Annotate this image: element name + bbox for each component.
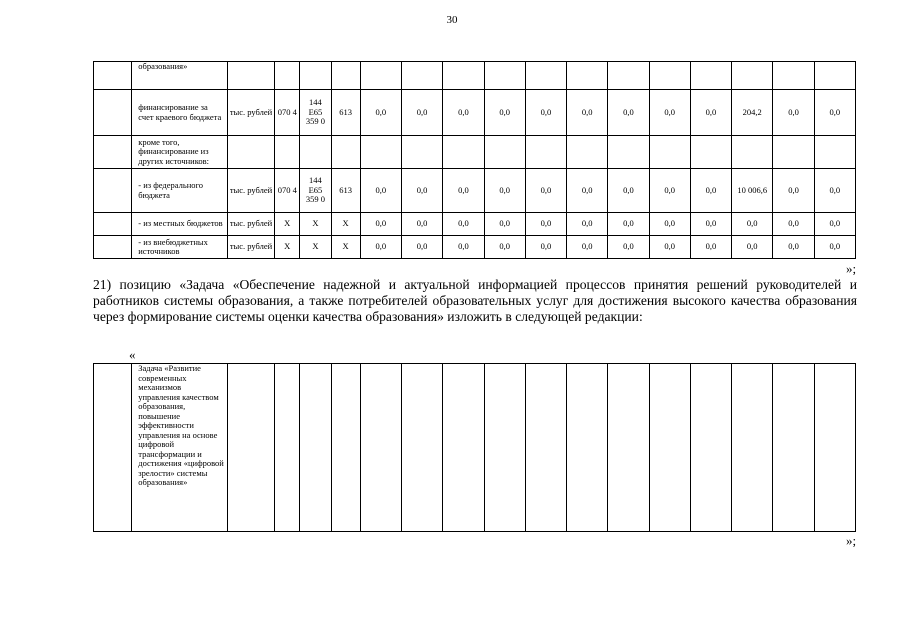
table-cell	[567, 364, 608, 532]
table-cell	[814, 62, 855, 90]
table-cell	[484, 62, 525, 90]
table-cell	[275, 364, 300, 532]
table-cell	[525, 62, 566, 90]
table-cell: X	[331, 236, 360, 259]
table-cell	[773, 136, 814, 169]
table-cell	[608, 364, 649, 532]
table-cell	[773, 62, 814, 90]
table-row	[94, 136, 856, 169]
table-cell: 0,0	[773, 169, 814, 213]
closing-mark: »;	[846, 261, 857, 276]
table-cell: 0,0	[814, 90, 855, 136]
table-cell	[94, 169, 132, 213]
table-cell	[649, 136, 690, 169]
table-cell: 0,0	[525, 236, 566, 259]
table-cell	[525, 364, 566, 532]
table-cell	[94, 62, 132, 90]
table-cell: X	[300, 213, 331, 236]
table-cell: 0,0	[567, 169, 608, 213]
table-cell	[331, 364, 360, 532]
table-cell	[331, 136, 360, 169]
table-cell: 613	[331, 169, 360, 213]
table-cell: 144 E65 359 0	[300, 169, 331, 213]
table-cell	[690, 62, 731, 90]
table-cell: 070 4	[275, 90, 300, 136]
table-cell: 0,0	[773, 90, 814, 136]
row-label: образования»	[132, 62, 228, 90]
table-cell: 0,0	[773, 236, 814, 259]
row-label: кроме того, финансирование из других источников:	[132, 136, 228, 169]
table-cell	[732, 364, 773, 532]
table-cell: X	[275, 236, 300, 259]
table-cell: 0,0	[443, 236, 484, 259]
table-cell: 0,0	[443, 90, 484, 136]
table-cell: 070 4	[275, 169, 300, 213]
table-cell	[331, 62, 360, 90]
table-cell: 0,0	[401, 236, 442, 259]
table-cell	[94, 90, 132, 136]
table-cell	[227, 136, 274, 169]
table-cell: 0,0	[525, 213, 566, 236]
table-cell: 0,0	[484, 169, 525, 213]
table-cell	[360, 62, 401, 90]
table-cell: 0,0	[732, 213, 773, 236]
table-cell	[649, 364, 690, 532]
row-label: - из местных бюджетов	[132, 213, 228, 236]
table-cell	[690, 364, 731, 532]
row-label: финансирование за счет краевого бюджета	[132, 90, 228, 136]
table-cell: 144 E65 359 0	[300, 90, 331, 136]
table-row	[94, 62, 856, 90]
table-cell: X	[275, 213, 300, 236]
table-cell: тыс. рублей	[227, 169, 274, 213]
table-cell: 0,0	[443, 169, 484, 213]
amendment-paragraph: 21) позицию «Задача «Обеспечение надежной и актуальной информацией процессов принятия решений руководителей и работников системы образования, а также потребителей образовательных услуг для достижения высокого качества образования через формирование системы оценки качества образования» изложить в следующей редакции:	[93, 277, 857, 325]
table-cell	[94, 136, 132, 169]
task-row	[94, 364, 856, 532]
table-cell: 204,2	[732, 90, 773, 136]
table-cell	[401, 136, 442, 169]
table-cell	[300, 62, 331, 90]
table-cell: X	[300, 236, 331, 259]
table-cell: 0,0	[567, 90, 608, 136]
table-cell	[94, 213, 132, 236]
table-cell: 0,0	[401, 169, 442, 213]
table-cell: 0,0	[690, 169, 731, 213]
table-cell	[567, 62, 608, 90]
table-cell	[401, 364, 442, 532]
table-cell: тыс. рублей	[227, 236, 274, 259]
table-cell	[360, 136, 401, 169]
table-cell	[443, 136, 484, 169]
table-cell	[443, 364, 484, 532]
table-cell: 0,0	[360, 236, 401, 259]
table-cell	[814, 364, 855, 532]
table-cell	[401, 62, 442, 90]
table-cell: 0,0	[608, 90, 649, 136]
table-cell: 0,0	[814, 169, 855, 213]
table-cell	[525, 136, 566, 169]
table-cell: 0,0	[484, 236, 525, 259]
table-row	[94, 236, 856, 259]
table-cell: 0,0	[773, 213, 814, 236]
table-cell	[94, 236, 132, 259]
table-cell	[300, 136, 331, 169]
table-cell	[690, 136, 731, 169]
table-cell: 0,0	[649, 90, 690, 136]
table-cell: 0,0	[608, 236, 649, 259]
table-cell	[484, 136, 525, 169]
task-label: Задача «Развитие современных механизмов управления качеством образования, повышение эффективности управления на основе цифровой трансформации и достижения «цифровой зрелости» системы образования»	[132, 364, 228, 532]
table-cell: 0,0	[484, 213, 525, 236]
table-row	[94, 90, 856, 136]
page-number: 30	[446, 14, 458, 26]
table-cell: 0,0	[360, 213, 401, 236]
table-cell: 613	[331, 90, 360, 136]
table-cell: 0,0	[525, 169, 566, 213]
table-cell	[732, 136, 773, 169]
table-cell	[773, 364, 814, 532]
table-cell: 0,0	[608, 213, 649, 236]
table-cell	[484, 364, 525, 532]
table-cell: 0,0	[567, 236, 608, 259]
table-cell: тыс. рублей	[227, 213, 274, 236]
table-cell: тыс. рублей	[227, 90, 274, 136]
table-cell	[300, 364, 331, 532]
table-cell	[275, 136, 300, 169]
table-cell	[275, 62, 300, 90]
table-cell: 0,0	[649, 169, 690, 213]
table-cell: 0,0	[608, 169, 649, 213]
task-table	[93, 363, 856, 532]
closing-mark: »;	[846, 533, 857, 548]
row-label: - из федерального бюджета	[132, 169, 228, 213]
table-cell: 0,0	[649, 213, 690, 236]
table-cell: 0,0	[732, 236, 773, 259]
table-cell: 0,0	[443, 213, 484, 236]
table-cell	[227, 62, 274, 90]
table-cell	[567, 136, 608, 169]
table-cell: 10 006,6	[732, 169, 773, 213]
table-cell: 0,0	[484, 90, 525, 136]
table-cell: 0,0	[401, 90, 442, 136]
table-cell: 0,0	[360, 90, 401, 136]
table-cell: 0,0	[567, 213, 608, 236]
table-cell	[732, 62, 773, 90]
table-cell: 0,0	[401, 213, 442, 236]
row-label: - из внебюджетных источников	[132, 236, 228, 259]
table-cell	[94, 364, 132, 532]
table-cell	[649, 62, 690, 90]
table-cell: 0,0	[814, 213, 855, 236]
table-row	[94, 213, 856, 236]
table-cell	[227, 364, 274, 532]
table-cell: 0,0	[649, 236, 690, 259]
table-cell: 0,0	[360, 169, 401, 213]
table-cell	[360, 364, 401, 532]
table-cell: 0,0	[690, 213, 731, 236]
table-cell: 0,0	[690, 90, 731, 136]
table-cell: 0,0	[690, 236, 731, 259]
table-cell	[443, 62, 484, 90]
table-cell	[608, 62, 649, 90]
table-cell	[814, 136, 855, 169]
table-cell: X	[331, 213, 360, 236]
table-cell: 0,0	[814, 236, 855, 259]
table-cell	[608, 136, 649, 169]
table-row	[94, 169, 856, 213]
opening-quote: «	[129, 347, 136, 362]
financing-table	[93, 61, 856, 259]
table-cell: 0,0	[525, 90, 566, 136]
